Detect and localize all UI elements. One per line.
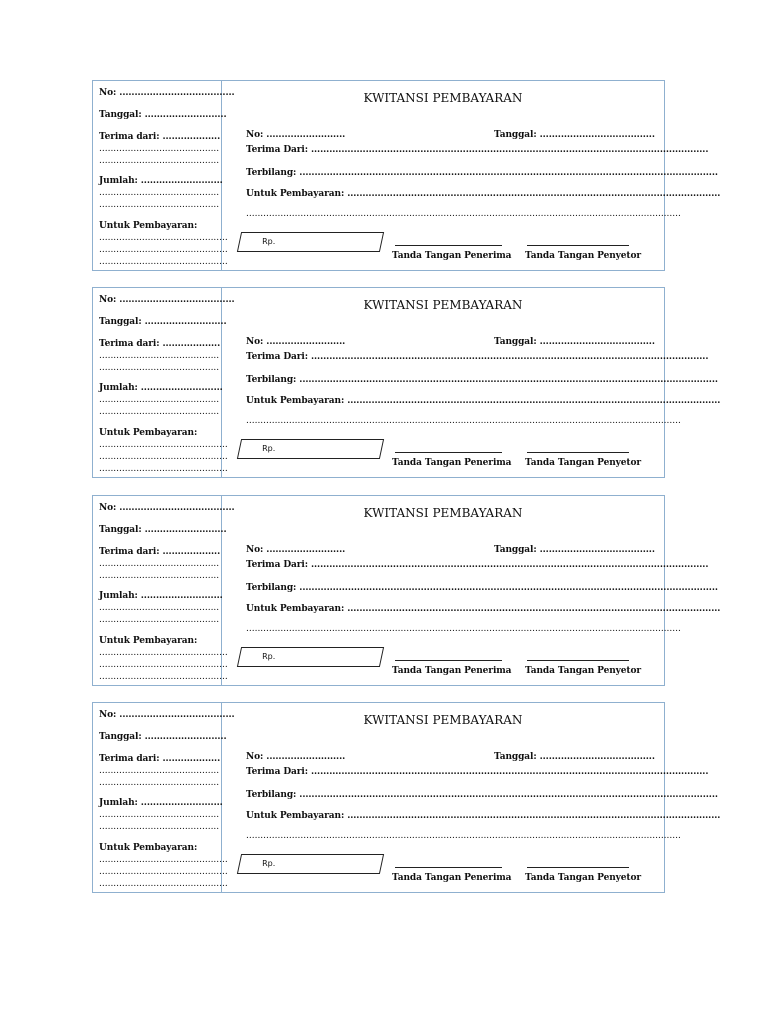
- stub-no-field[interactable]: No: ......................................: [99, 503, 235, 513]
- stub-received-from-field[interactable]: Terima dari: ...................: [99, 339, 221, 349]
- payer-signature-line[interactable]: [527, 245, 629, 246]
- stub-dotted-line[interactable]: ..........................................: [99, 407, 220, 417]
- payer-signature-line[interactable]: [527, 452, 629, 453]
- stub-amount-field[interactable]: Jumlah: ...........................: [99, 176, 223, 186]
- receipt-title: KWITANSI PEMBAYARAN: [363, 506, 523, 520]
- stub-dotted-line[interactable]: ..........................................: [99, 200, 220, 210]
- payer-signature-label: Tanda Tangan Penyetor: [525, 666, 642, 676]
- receipt-date-field[interactable]: Tanggal: ......................................: [494, 130, 655, 140]
- stub-dotted-line[interactable]: ..........................................: [99, 363, 220, 373]
- receipt-received-from-field[interactable]: Terima Dari: ...................................................................................................................................: [246, 560, 709, 570]
- stub-date-field[interactable]: Tanggal: ...........................: [99, 110, 227, 120]
- stub-received-from-field[interactable]: Terima dari: ...................: [99, 132, 221, 142]
- receipt-amount-in-words-field[interactable]: Terbilang: ..........................................................................................................................................: [246, 790, 718, 800]
- stub-received-from-field[interactable]: Terima dari: ...................: [99, 547, 221, 557]
- receipt-dotted-line[interactable]: ........................................................................................................................................................: [246, 624, 681, 634]
- stub-amount-field[interactable]: Jumlah: ...........................: [99, 591, 223, 601]
- receipt-payment-for-field[interactable]: Untuk Pembayaran: ...........................................................................................................................: [246, 811, 721, 821]
- receipt-main: [222, 496, 721, 685]
- stub-dotted-line[interactable]: .............................................: [99, 245, 228, 255]
- stub-dotted-line[interactable]: ..........................................: [99, 144, 220, 154]
- receipt-amount-in-words-field[interactable]: Terbilang: ..........................................................................................................................................: [246, 168, 718, 178]
- receipt-date-field[interactable]: Tanggal: ......................................: [494, 752, 655, 762]
- receipt-title: KWITANSI PEMBAYARAN: [363, 91, 523, 105]
- stub-dotted-line[interactable]: ..........................................: [99, 559, 220, 569]
- amount-box[interactable]: [237, 232, 384, 252]
- receiver-signature-label: Tanda Tangan Penerima: [392, 666, 512, 676]
- amount-box[interactable]: [237, 854, 384, 874]
- receipt-card: [92, 80, 721, 271]
- stub-dotted-line[interactable]: ..........................................: [99, 766, 220, 776]
- stub-dotted-line[interactable]: .............................................: [99, 855, 228, 865]
- stub-dotted-line[interactable]: ..........................................: [99, 615, 220, 625]
- payer-signature-line[interactable]: [527, 867, 629, 868]
- payer-signature-label: Tanda Tangan Penyetor: [525, 458, 642, 468]
- stub-payment-for-label: Untuk Pembayaran:: [99, 428, 198, 438]
- receipt-payment-for-field[interactable]: Untuk Pembayaran: ...........................................................................................................................: [246, 396, 721, 406]
- receiver-signature-line[interactable]: [395, 660, 502, 661]
- receipt-stub: [93, 703, 235, 892]
- receipt-stub: [93, 288, 235, 477]
- stub-dotted-line[interactable]: ..........................................: [99, 571, 220, 581]
- receipt-date-field[interactable]: Tanggal: ......................................: [494, 545, 655, 555]
- amount-currency-label: Rp.: [262, 444, 276, 453]
- receiver-signature-line[interactable]: [395, 867, 502, 868]
- receiver-signature-label: Tanda Tangan Penerima: [392, 873, 512, 883]
- stub-dotted-line[interactable]: .............................................: [99, 257, 228, 267]
- stub-dotted-line[interactable]: ..........................................: [99, 822, 220, 832]
- stub-dotted-line[interactable]: .............................................: [99, 464, 228, 474]
- receipt-received-from-field[interactable]: Terima Dari: ...................................................................................................................................: [246, 767, 709, 777]
- receiver-signature-line[interactable]: [395, 245, 502, 246]
- receipt-dotted-line[interactable]: ........................................................................................................................................................: [246, 831, 681, 841]
- stub-payment-for-label: Untuk Pembayaran:: [99, 221, 198, 231]
- stub-received-from-field[interactable]: Terima dari: ...................: [99, 754, 221, 764]
- amount-currency-label: Rp.: [262, 237, 276, 246]
- receiver-signature-line[interactable]: [395, 452, 502, 453]
- amount-box[interactable]: [237, 439, 384, 459]
- stub-dotted-line[interactable]: .............................................: [99, 672, 228, 682]
- receipt-received-from-field[interactable]: Terima Dari: ...................................................................................................................................: [246, 145, 709, 155]
- receipt-stub: [93, 81, 235, 270]
- receipt-title: KWITANSI PEMBAYARAN: [363, 713, 523, 727]
- stub-dotted-line[interactable]: .............................................: [99, 452, 228, 462]
- receipt-amount-in-words-field[interactable]: Terbilang: ..........................................................................................................................................: [246, 583, 718, 593]
- receipt-no-field[interactable]: No: ..........................: [246, 545, 346, 555]
- stub-date-field[interactable]: Tanggal: ...........................: [99, 525, 227, 535]
- stub-dotted-line[interactable]: .............................................: [99, 867, 228, 877]
- receipt-main: [222, 288, 721, 477]
- stub-dotted-line[interactable]: ..........................................: [99, 351, 220, 361]
- stub-dotted-line[interactable]: ..........................................: [99, 156, 220, 166]
- receipt-received-from-field[interactable]: Terima Dari: ...................................................................................................................................: [246, 352, 709, 362]
- stub-dotted-line[interactable]: ..........................................: [99, 810, 220, 820]
- receipt-stub: [93, 496, 235, 685]
- stub-dotted-line[interactable]: ..........................................: [99, 603, 220, 613]
- receipt-dotted-line[interactable]: ........................................................................................................................................................: [246, 416, 681, 426]
- receipt-no-field[interactable]: No: ..........................: [246, 337, 346, 347]
- stub-date-field[interactable]: Tanggal: ...........................: [99, 732, 227, 742]
- amount-box[interactable]: [237, 647, 384, 667]
- stub-dotted-line[interactable]: ..........................................: [99, 188, 220, 198]
- stub-payment-for-label: Untuk Pembayaran:: [99, 636, 198, 646]
- stub-dotted-line[interactable]: .............................................: [99, 233, 228, 243]
- receipt-payment-for-field[interactable]: Untuk Pembayaran: ...........................................................................................................................: [246, 604, 721, 614]
- stub-dotted-line[interactable]: ..........................................: [99, 778, 220, 788]
- receipt-payment-for-field[interactable]: Untuk Pembayaran: ...........................................................................................................................: [246, 189, 721, 199]
- stub-dotted-line[interactable]: .............................................: [99, 879, 228, 889]
- stub-no-field[interactable]: No: ......................................: [99, 88, 235, 98]
- receipt-amount-in-words-field[interactable]: Terbilang: ..........................................................................................................................................: [246, 375, 718, 385]
- receipt-card: [92, 495, 721, 686]
- receiver-signature-label: Tanda Tangan Penerima: [392, 458, 512, 468]
- stub-no-field[interactable]: No: ......................................: [99, 295, 235, 305]
- stub-dotted-line[interactable]: ..........................................: [99, 395, 220, 405]
- payer-signature-line[interactable]: [527, 660, 629, 661]
- receipt-date-field[interactable]: Tanggal: ......................................: [494, 337, 655, 347]
- payer-signature-label: Tanda Tangan Penyetor: [525, 873, 642, 883]
- stub-payment-for-label: Untuk Pembayaran:: [99, 843, 198, 853]
- receipt-card: [92, 287, 721, 478]
- receiver-signature-label: Tanda Tangan Penerima: [392, 251, 512, 261]
- receipt-title: KWITANSI PEMBAYARAN: [363, 298, 523, 312]
- receipt-main: [222, 703, 721, 892]
- payer-signature-label: Tanda Tangan Penyetor: [525, 251, 642, 261]
- receipt-no-field[interactable]: No: ..........................: [246, 130, 346, 140]
- receipt-card: [92, 702, 721, 893]
- stub-dotted-line[interactable]: .............................................: [99, 440, 228, 450]
- amount-currency-label: Rp.: [262, 859, 276, 868]
- stub-amount-field[interactable]: Jumlah: ...........................: [99, 798, 223, 808]
- stub-amount-field[interactable]: Jumlah: ...........................: [99, 383, 223, 393]
- stub-no-field[interactable]: No: ......................................: [99, 710, 235, 720]
- receipt-dotted-line[interactable]: ........................................................................................................................................................: [246, 209, 681, 219]
- stub-date-field[interactable]: Tanggal: ...........................: [99, 317, 227, 327]
- receipt-main: [222, 81, 721, 270]
- receipt-no-field[interactable]: No: ..........................: [246, 752, 346, 762]
- stub-dotted-line[interactable]: .............................................: [99, 648, 228, 658]
- stub-dotted-line[interactable]: .............................................: [99, 660, 228, 670]
- amount-currency-label: Rp.: [262, 652, 276, 661]
